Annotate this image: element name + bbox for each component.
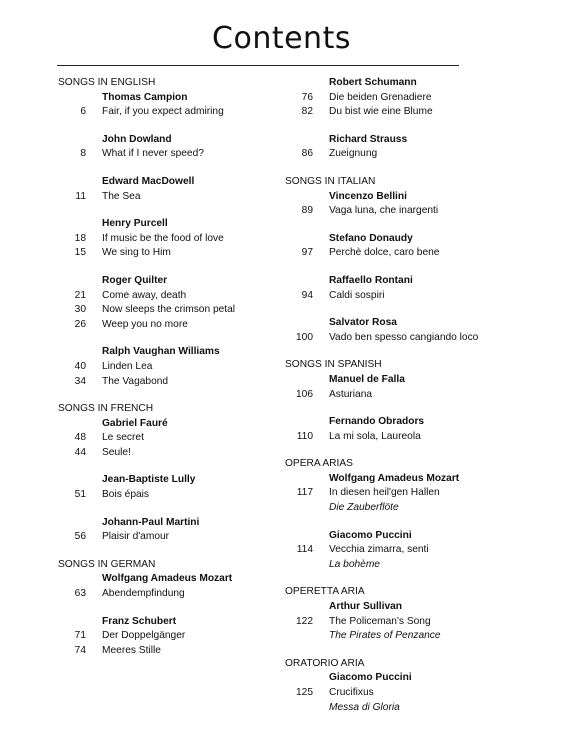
toc-entry[interactable] bbox=[58, 232, 278, 247]
composer-name: Henry Purcell bbox=[102, 218, 168, 230]
composer-name: Raffaello Rontani bbox=[329, 274, 413, 286]
song-title: Die beiden Grenadiere bbox=[329, 91, 432, 103]
song-title: Abendempfindung bbox=[102, 588, 185, 600]
spacer bbox=[58, 389, 278, 402]
page-number: 26 bbox=[74, 318, 86, 330]
toc-entry[interactable] bbox=[285, 686, 525, 701]
page-number: 74 bbox=[74, 644, 86, 656]
section-heading: SONGS IN GERMAN bbox=[58, 558, 156, 570]
composer-name: Franz Schubert bbox=[102, 615, 177, 627]
page-number: 11 bbox=[75, 190, 86, 202]
page-number: 76 bbox=[301, 91, 313, 103]
song-title: Du bist wie eine Blume bbox=[329, 106, 433, 118]
composer-name: Roger Quilter bbox=[102, 274, 168, 286]
work-title: The Pirates of Penzance bbox=[329, 630, 441, 642]
toc-entry[interactable] bbox=[285, 331, 525, 346]
song-title: Vado ben spesso cangiando loco bbox=[329, 331, 479, 343]
page-number: 15 bbox=[74, 247, 86, 259]
toc-entry[interactable] bbox=[285, 204, 525, 219]
toc-entry[interactable] bbox=[58, 587, 278, 602]
page-number: 63 bbox=[74, 588, 86, 600]
spacer bbox=[285, 572, 525, 585]
composer-name: Jean-Baptiste Lully bbox=[102, 474, 196, 486]
song-title: Vecchia zimarra, senti bbox=[329, 544, 429, 556]
toc-entry[interactable] bbox=[58, 147, 278, 162]
composer-name: Gabriel Fauré bbox=[102, 417, 168, 429]
spacer bbox=[285, 303, 525, 316]
song-title: Plaisir d'amour bbox=[102, 531, 170, 543]
toc-entry[interactable] bbox=[58, 431, 278, 446]
toc-entry[interactable] bbox=[58, 318, 278, 333]
page-number: 106 bbox=[296, 388, 313, 400]
page-number: 89 bbox=[301, 205, 313, 217]
toc-entry[interactable] bbox=[58, 246, 278, 261]
page-number: 82 bbox=[301, 106, 313, 118]
song-title: Caldi sospiri bbox=[329, 289, 385, 301]
song-title: If music be the food of love bbox=[102, 232, 224, 244]
song-title: Bois épais bbox=[102, 489, 150, 501]
spacer bbox=[58, 545, 278, 558]
composer-name: John Dowland bbox=[102, 133, 172, 145]
work-title: Messa di Gloria bbox=[329, 701, 400, 713]
page-number: 110 bbox=[296, 430, 313, 442]
toc-entry[interactable] bbox=[285, 91, 525, 106]
section-heading: OPERETTA ARIA bbox=[285, 586, 365, 598]
toc-entry[interactable] bbox=[285, 615, 525, 630]
song-title: Linden Lea bbox=[102, 360, 153, 372]
spacer bbox=[285, 261, 525, 274]
composer-name: Manuel de Falla bbox=[329, 373, 405, 385]
page-number: 8 bbox=[80, 148, 86, 160]
spacer bbox=[285, 402, 525, 415]
spacer bbox=[58, 162, 278, 175]
song-title: Weep you no more bbox=[102, 318, 188, 330]
song-title: We sing to Him bbox=[102, 247, 171, 259]
spacer bbox=[58, 204, 278, 217]
composer-name: Stefano Donaudy bbox=[329, 232, 413, 244]
song-title: Crucifixus bbox=[329, 687, 374, 698]
song-title: Vaga luna, che inargenti bbox=[329, 205, 439, 217]
composer-name: Arthur Sullivan bbox=[329, 601, 403, 613]
composer-name: Thomas Campion bbox=[102, 91, 188, 103]
toc-entry[interactable] bbox=[285, 430, 525, 445]
toc-entry[interactable] bbox=[58, 303, 278, 318]
page-number: 18 bbox=[74, 232, 86, 244]
composer-name: Wolfgang Amadeus Mozart bbox=[102, 573, 233, 585]
page-number: 44 bbox=[74, 446, 86, 458]
page-number: 122 bbox=[296, 615, 313, 627]
spacer bbox=[58, 460, 278, 473]
spacer bbox=[285, 219, 525, 232]
song-title: Der Doppelgänger bbox=[102, 630, 186, 642]
page-number: 86 bbox=[301, 148, 313, 160]
song-title: What if I never speed? bbox=[102, 148, 204, 160]
spacer bbox=[58, 332, 278, 345]
composer-name: Giacomo Puccini bbox=[329, 529, 412, 541]
title-rule bbox=[57, 65, 459, 66]
section-heading: SONGS IN ENGLISH bbox=[58, 77, 156, 88]
song-title: The Policeman's Song bbox=[329, 615, 431, 627]
spacer bbox=[58, 503, 278, 516]
spacer bbox=[285, 444, 525, 457]
song-title: In diesen heil'gen Hallen bbox=[329, 487, 440, 499]
toc-entry[interactable] bbox=[58, 488, 278, 503]
toc-entry[interactable] bbox=[285, 289, 525, 304]
spacer bbox=[285, 120, 525, 133]
section-heading: SONGS IN SPANISH bbox=[285, 359, 382, 371]
page-number: 94 bbox=[301, 289, 313, 301]
composer-name: Giacomo Puccini bbox=[329, 672, 412, 684]
section-heading: OPERA ARIAS bbox=[285, 458, 353, 470]
page-title: Contents bbox=[212, 21, 351, 56]
composer-name: Vincenzo Bellini bbox=[329, 190, 407, 202]
song-title: La mi sola, Laureola bbox=[329, 430, 421, 442]
page-number: 117 bbox=[296, 487, 313, 499]
toc-entry[interactable] bbox=[58, 446, 278, 461]
spacer bbox=[285, 516, 525, 529]
spacer bbox=[285, 644, 525, 657]
composer-name: Salvator Rosa bbox=[329, 317, 397, 329]
composer-name: Wolfgang Amadeus Mozart bbox=[329, 472, 460, 484]
page-number: 30 bbox=[74, 304, 86, 316]
song-title: Zueignung bbox=[329, 148, 378, 160]
toc-entry[interactable] bbox=[285, 543, 525, 558]
page-number: 97 bbox=[301, 247, 313, 259]
song-title: Fair, if you expect admiring bbox=[102, 106, 224, 118]
page-number: 71 bbox=[74, 630, 86, 642]
toc-entry[interactable] bbox=[58, 289, 278, 304]
toc-entry[interactable] bbox=[285, 105, 525, 120]
song-title: The Sea bbox=[102, 190, 141, 202]
section-heading: SONGS IN ITALIAN bbox=[285, 175, 376, 187]
toc-entry[interactable] bbox=[58, 190, 278, 205]
toc-column-left bbox=[58, 76, 278, 658]
spacer bbox=[58, 120, 278, 133]
composer-name: Ralph Vaughan Williams bbox=[102, 346, 220, 358]
section-heading: ORATORIO ARIA bbox=[285, 657, 365, 669]
song-title: Seule! bbox=[102, 446, 131, 458]
page-number: 21 bbox=[74, 289, 86, 301]
page-number: 100 bbox=[296, 331, 313, 343]
page-number: 48 bbox=[74, 432, 86, 444]
song-title: Meeres Stille bbox=[102, 644, 161, 656]
page-number: 114 bbox=[296, 544, 313, 556]
song-title: Le secret bbox=[102, 432, 144, 444]
spacer bbox=[58, 602, 278, 615]
toc-column-right bbox=[285, 76, 525, 715]
toc-entry[interactable] bbox=[285, 246, 525, 261]
section-heading: SONGS IN FRENCH bbox=[58, 403, 154, 415]
work-title: La bohème bbox=[329, 558, 380, 570]
page-number: 125 bbox=[296, 687, 313, 698]
page-number: 51 bbox=[74, 489, 86, 501]
toc-entry[interactable] bbox=[58, 629, 278, 644]
toc-entry[interactable] bbox=[58, 105, 278, 120]
toc-entry[interactable] bbox=[285, 147, 525, 162]
toc-entry[interactable] bbox=[58, 360, 278, 375]
toc-entry[interactable] bbox=[285, 486, 525, 501]
song-title: Asturiana bbox=[329, 388, 373, 400]
composer-name: Edward MacDowell bbox=[102, 175, 195, 187]
composer-name: Johann-Paul Martini bbox=[102, 516, 200, 528]
page-number: 34 bbox=[74, 375, 86, 387]
toc-entry[interactable] bbox=[58, 644, 278, 659]
spacer bbox=[285, 345, 525, 358]
composer-name: Richard Strauss bbox=[329, 133, 408, 145]
page-number: 40 bbox=[74, 360, 86, 372]
composer-name: Fernando Obradors bbox=[329, 416, 425, 428]
song-title: Come away, death bbox=[102, 289, 187, 301]
composer-name: Robert Schumann bbox=[329, 77, 417, 88]
page-number: 6 bbox=[80, 106, 86, 118]
toc-entry[interactable] bbox=[285, 388, 525, 403]
spacer bbox=[58, 261, 278, 274]
song-title: Perchè dolce, caro bene bbox=[329, 247, 440, 259]
page-number: 56 bbox=[74, 531, 86, 543]
toc-entry[interactable] bbox=[58, 530, 278, 545]
song-title: Now sleeps the crimson petal bbox=[102, 304, 236, 316]
work-title: Die Zauberflöte bbox=[329, 502, 399, 514]
toc-entry[interactable] bbox=[58, 375, 278, 390]
song-title: The Vagabond bbox=[102, 375, 169, 387]
spacer bbox=[285, 162, 525, 175]
